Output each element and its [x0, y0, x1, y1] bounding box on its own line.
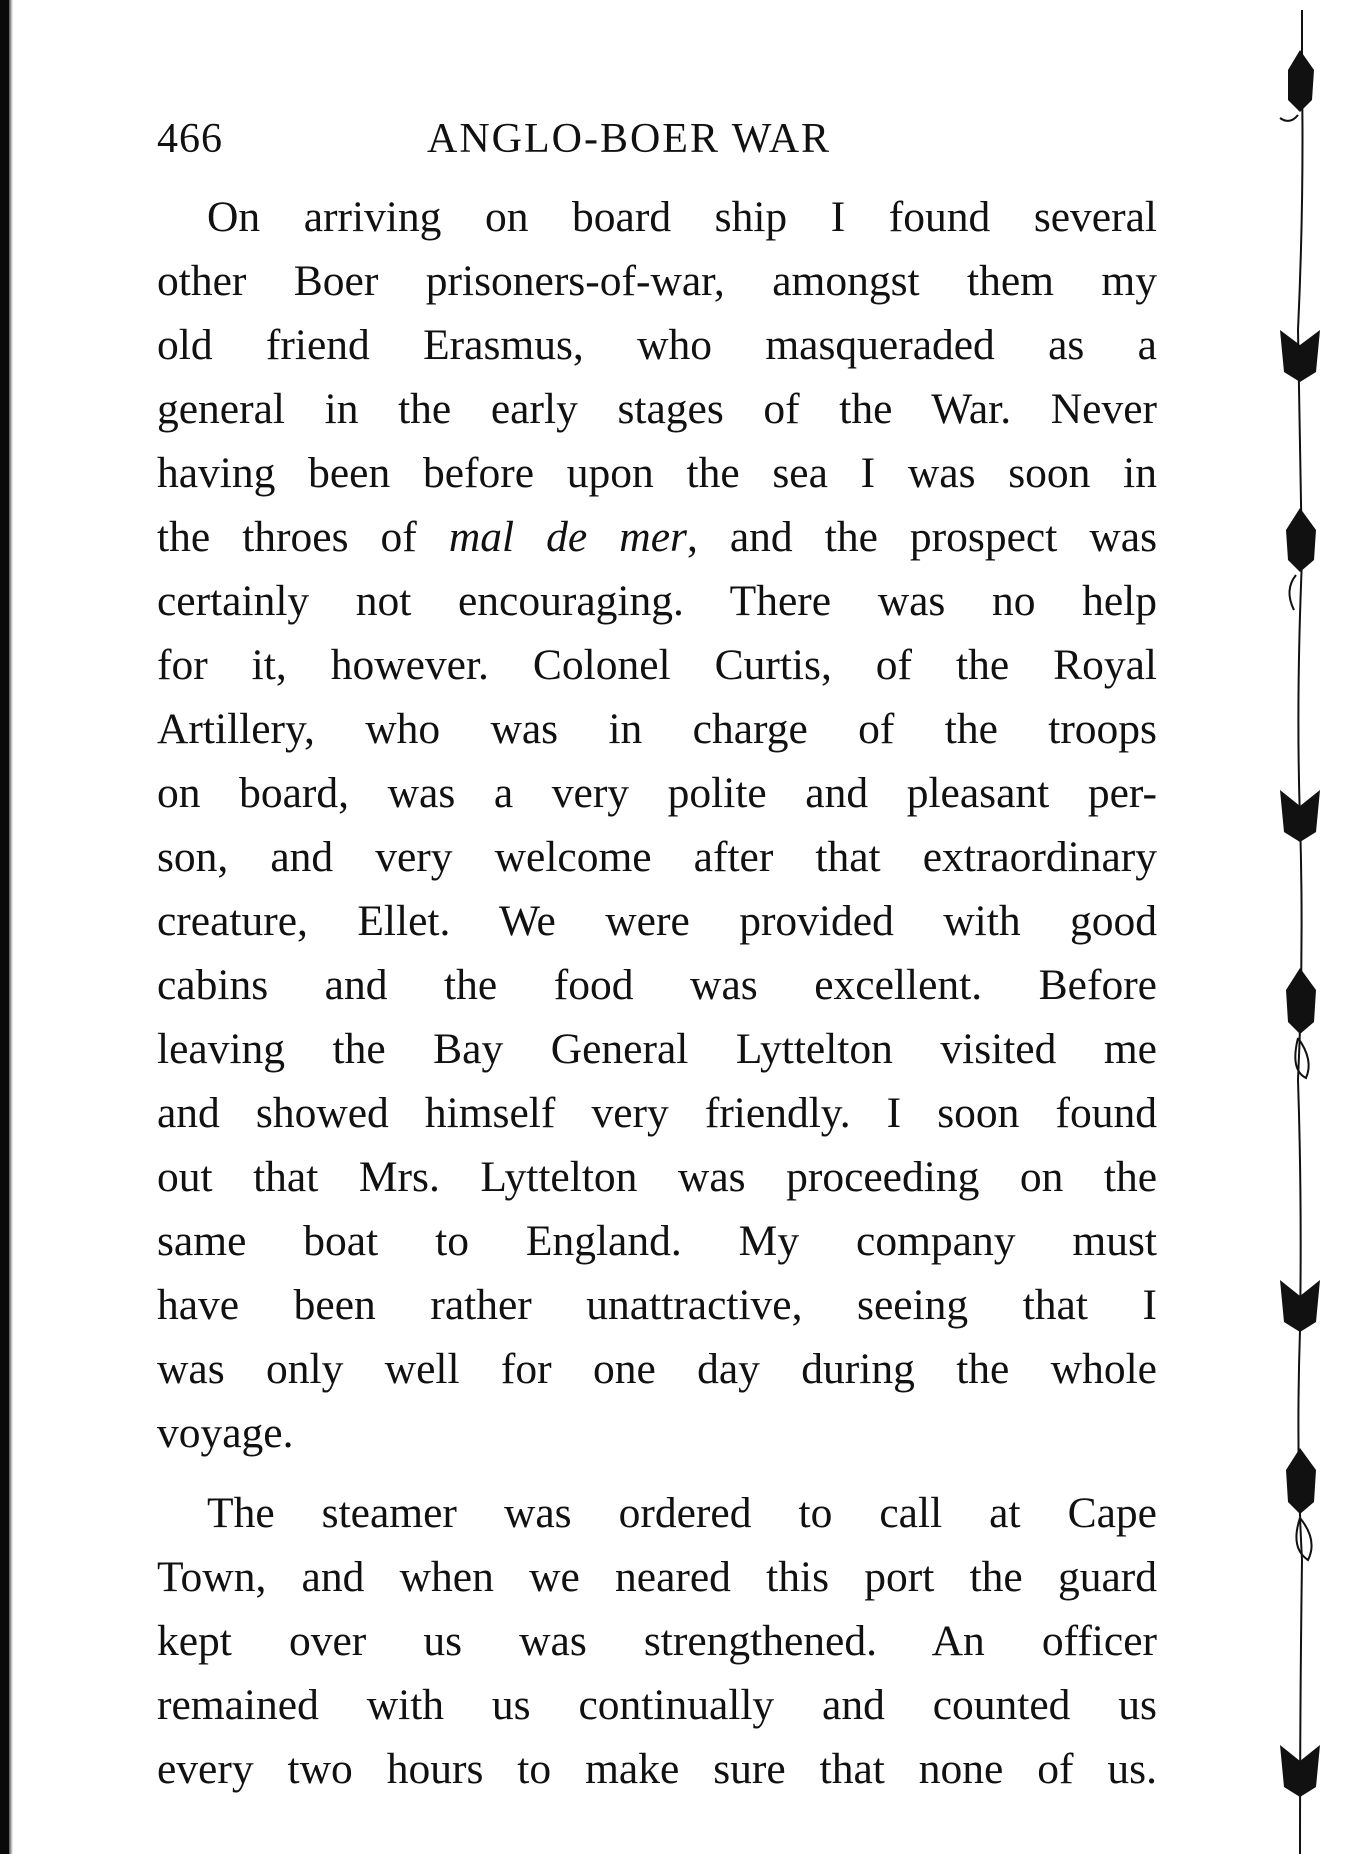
- paragraph-1: [157, 185, 1157, 1465]
- page-binding-edge: [0, 0, 9, 1854]
- text-line: general in the early stages of the War. Never: [157, 385, 1157, 433]
- text-line: and showed himself very friendly. I soon found: [157, 1089, 1157, 1137]
- text-line: Town, and when we neared this port the guard: [157, 1553, 1157, 1601]
- vine-leaf-icon: [1280, 50, 1314, 121]
- text-line: for it, however. Colonel Curtis, of the Royal: [157, 641, 1157, 689]
- running-head: [157, 115, 1157, 175]
- vine-leaf-icon: [1286, 968, 1316, 1078]
- text-line: was only well for one day during the whole: [157, 1345, 1157, 1393]
- text-line: Artillery, who was in charge of the troops: [157, 705, 1157, 753]
- text-line: cabins and the food was excellent. Before: [157, 961, 1157, 1009]
- text-line: other Boer prisoners-of-war, amongst them my: [157, 257, 1157, 305]
- text-line: having been before upon the sea I was soon in: [157, 449, 1157, 497]
- text-line: on board, was a very polite and pleasant per-: [157, 769, 1157, 817]
- italic-phrase: mal de mer: [448, 513, 687, 561]
- text-segment: the throes of: [157, 513, 449, 561]
- text-line: old friend Erasmus, who masqueraded as a: [157, 321, 1157, 369]
- vine-stem: [1298, 10, 1303, 1854]
- text-line: leaving the Bay General Lyttelton visited me: [157, 1025, 1157, 1073]
- text-line: On arriving on board ship I found several: [207, 193, 1157, 241]
- text-segment: , and the prospect was: [686, 513, 1158, 561]
- vine-ornament: [1250, 0, 1350, 1854]
- text-line: son, and very welcome after that extraordinary: [157, 833, 1157, 881]
- vine-leaf-icon: [1280, 330, 1320, 382]
- text-line: creature, Ellet. We were provided with good: [157, 897, 1157, 945]
- text-line: The steamer was ordered to call at Cape: [207, 1489, 1157, 1537]
- text-line: certainly not encouraging. There was no help: [157, 577, 1157, 625]
- paragraph-gap: [157, 1465, 1157, 1481]
- text-line-with-italic: [157, 505, 1157, 569]
- text-line: have been rather unattractive, seeing that I: [157, 1281, 1157, 1329]
- body-text: [157, 185, 1157, 1801]
- page-number: 466: [157, 116, 223, 162]
- page-binding-shadow: [9, 0, 13, 1854]
- text-line: remained with us continually and counted us: [157, 1681, 1157, 1729]
- paragraph-2: [157, 1481, 1157, 1801]
- text-line: out that Mrs. Lyttelton was proceeding on the: [157, 1153, 1157, 1201]
- text-line: kept over us was strengthened. An officer: [157, 1617, 1157, 1665]
- text-line: every two hours to make sure that none of us.: [157, 1745, 1157, 1793]
- text-line: same boat to England. My company must: [157, 1217, 1157, 1265]
- text-line: voyage.: [157, 1409, 294, 1457]
- running-title: ANGLO-BOER WAR: [427, 116, 832, 162]
